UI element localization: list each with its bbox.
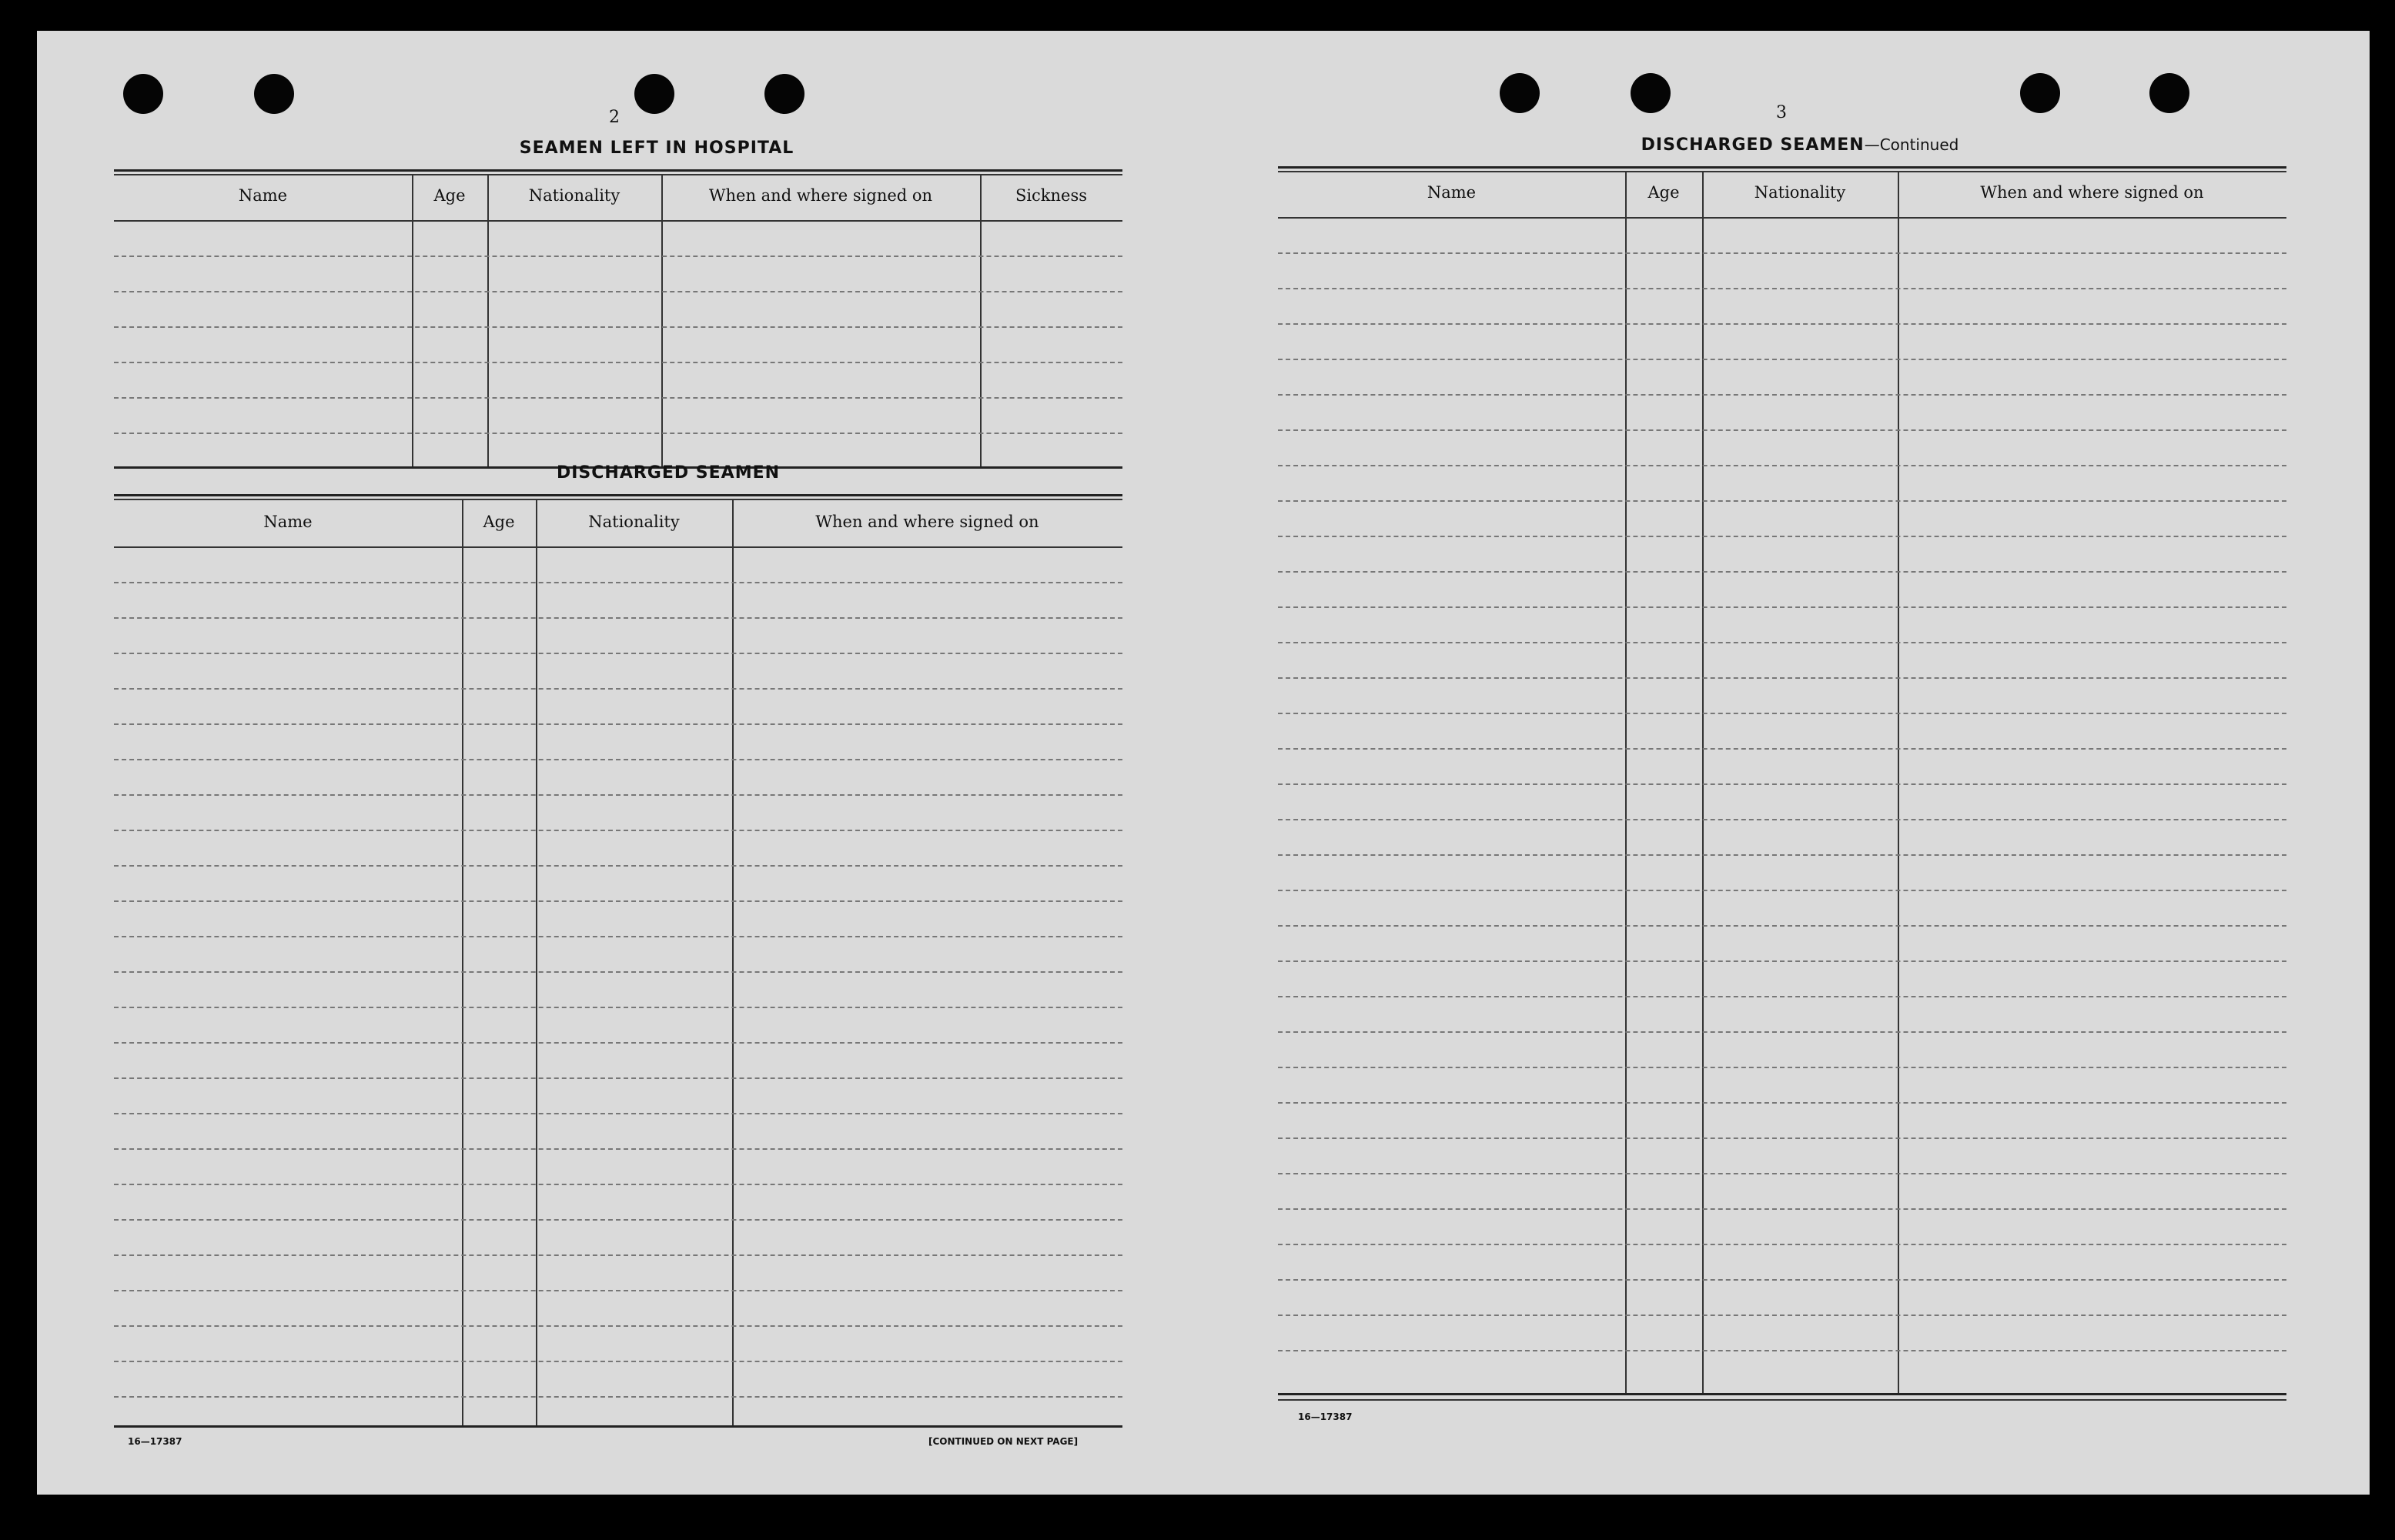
page-number-right: 3	[1776, 103, 1787, 122]
punch-hole	[123, 74, 163, 114]
column-header: Nationality	[528, 186, 620, 205]
page-number-left: 2	[609, 108, 620, 127]
discharged-table	[114, 494, 1122, 1430]
punch-hole	[634, 74, 674, 114]
punch-hole	[764, 74, 804, 114]
punch-hole	[1500, 73, 1540, 113]
column-header: Name	[238, 186, 288, 205]
document-sheet	[37, 31, 2370, 1495]
column-header: Sickness	[1015, 186, 1088, 205]
column-header: When and where signed on	[815, 513, 1039, 531]
punch-hole	[2149, 73, 2189, 113]
hospital-table	[114, 169, 1122, 471]
discharged-title-text: DISCHARGED SEAMEN	[1641, 135, 1865, 155]
column-header: Age	[483, 513, 515, 531]
column-header: Nationality	[1754, 183, 1846, 202]
discharged-section-title: DISCHARGED SEAMEN	[556, 463, 781, 483]
continued-note: [CONTINUED ON NEXT PAGE]	[928, 1436, 1079, 1447]
discharged-continued-table	[1278, 166, 2286, 1441]
form-number-left: 16—17387	[128, 1436, 182, 1447]
discharged-continued-title	[1561, 135, 2039, 155]
punch-hole	[2020, 73, 2060, 113]
form-number-right: 16—17387	[1298, 1411, 1353, 1422]
punch-hole	[1631, 73, 1671, 113]
column-header: Age	[1647, 183, 1680, 202]
column-header: Name	[263, 513, 313, 531]
column-header: Nationality	[588, 513, 680, 531]
hospital-section-title: SEAMEN LEFT IN HOSPITAL	[519, 139, 794, 158]
continued-suffix: —Continued	[1864, 135, 1959, 154]
punch-hole	[254, 74, 294, 114]
column-header: When and where signed on	[1980, 183, 2204, 202]
column-header: Name	[1427, 183, 1477, 202]
column-header: Age	[433, 186, 466, 205]
column-header: When and where signed on	[708, 186, 933, 205]
